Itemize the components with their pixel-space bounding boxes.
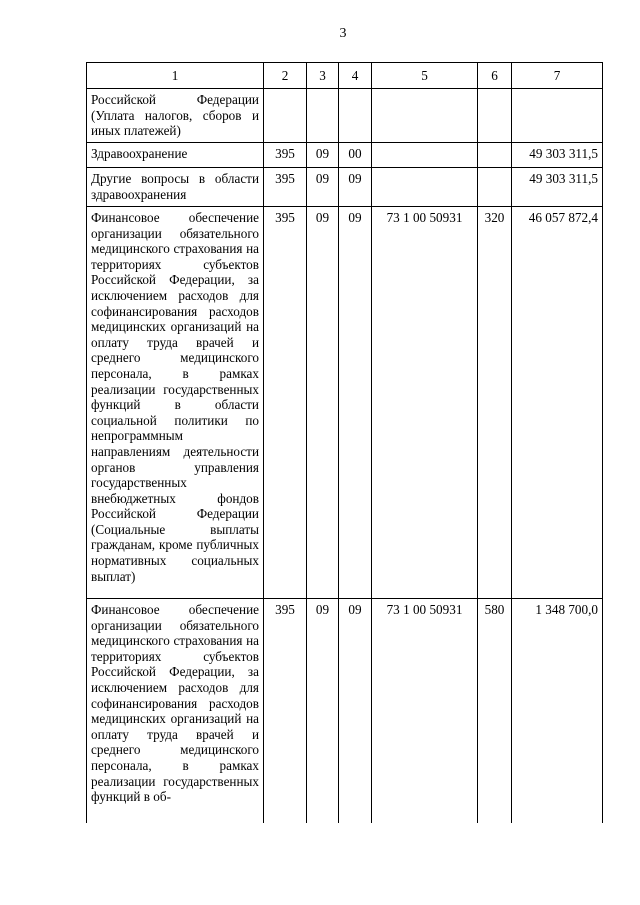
budget-table — [86, 62, 603, 823]
row-section: 09 — [307, 143, 339, 168]
row-name: Финансовое обеспечение организации обязательного медицинского страхования на территориях субъектов Российской Федерации, за исключением расходов для софинансирования расходов медицинских организаций на оплату труда врачей и среднего медицинского персонала, в рамках реализации государственных функций в об- — [87, 599, 264, 824]
row-section: 09 — [307, 168, 339, 207]
table-row — [87, 207, 603, 599]
row-amount: 49 303 311,5 — [512, 168, 603, 207]
row-subsection: 09 — [339, 207, 372, 599]
row-expense-type: 580 — [478, 599, 512, 824]
row-target-item — [372, 89, 478, 143]
page-number: 3 — [339, 26, 347, 41]
row-subsection: 09 — [339, 168, 372, 207]
row-target-item: 73 1 00 50931 — [372, 207, 478, 599]
row-target-item — [372, 143, 478, 168]
row-ministry: 395 — [264, 168, 307, 207]
table-header-row — [87, 63, 603, 89]
row-name: Финансовое обеспечение организации обязательного медицинского страхования на территориях субъектов Российской Федерации, за исключением расходов для софинансирования расходов медицинских организаций на оплату труда врачей и среднего медицинского персонала, в рамках реализации государственных функций в области социальной политики по непрограммным направлениям деятельности органов управления государственных внебюджетных фондов Российской Федерации (Социальные выплаты гражданам, кроме публичных нормативных социальных выплат) — [87, 207, 264, 599]
row-expense-type — [478, 168, 512, 207]
row-section: 09 — [307, 599, 339, 824]
row-section: 09 — [307, 207, 339, 599]
row-name: Российской Федерации (Уплата налогов, сборов и иных платежей) — [87, 89, 264, 143]
table-row — [87, 599, 603, 824]
column-header: 6 — [478, 63, 512, 89]
row-ministry — [264, 89, 307, 143]
column-header: 1 — [87, 63, 264, 89]
row-amount: 1 348 700,0 — [512, 599, 603, 824]
row-target-item — [372, 168, 478, 207]
row-subsection: 09 — [339, 599, 372, 824]
table-row — [87, 143, 603, 168]
row-name: Здравоохранение — [87, 143, 264, 168]
row-ministry: 395 — [264, 207, 307, 599]
row-amount: 46 057 872,4 — [512, 207, 603, 599]
column-header: 2 — [264, 63, 307, 89]
row-subsection — [339, 89, 372, 143]
table-row — [87, 89, 603, 143]
row-ministry: 395 — [264, 143, 307, 168]
column-header: 3 — [307, 63, 339, 89]
row-name: Другие вопросы в области здравоохранения — [87, 168, 264, 207]
row-amount: 49 303 311,5 — [512, 143, 603, 168]
column-header: 5 — [372, 63, 478, 89]
column-header: 4 — [339, 63, 372, 89]
row-expense-type — [478, 143, 512, 168]
row-ministry: 395 — [264, 599, 307, 824]
table-row — [87, 168, 603, 207]
row-expense-type: 320 — [478, 207, 512, 599]
row-amount — [512, 89, 603, 143]
row-target-item: 73 1 00 50931 — [372, 599, 478, 824]
row-subsection: 00 — [339, 143, 372, 168]
row-section — [307, 89, 339, 143]
column-header: 7 — [512, 63, 603, 89]
row-expense-type — [478, 89, 512, 143]
